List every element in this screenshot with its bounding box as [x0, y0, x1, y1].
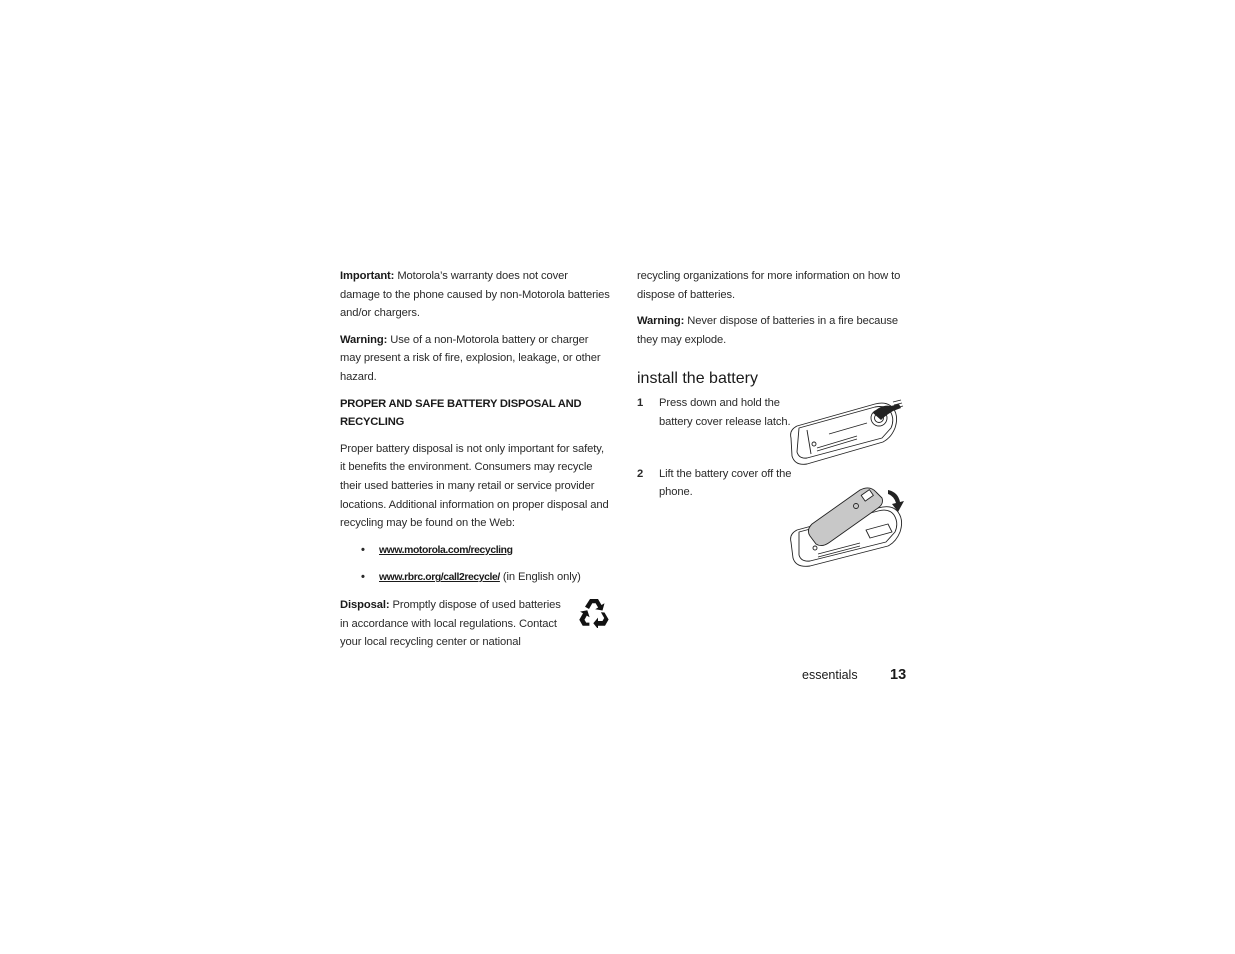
disposal-text: Promptly dispose of used batteries in accordance with local regulations. Contact your local recycling center or national — [340, 598, 561, 649]
disposal-paragraph: Proper battery disposal is not only important for safety, it benefits the environment. Consumers may recycle their used batteries in many retail or service provider locations. Additional information on proper disposal and recycling may be found on the Web: — [340, 442, 609, 530]
continued-text: recycling organizations for more information on how to dispose of batteries. — [637, 270, 901, 301]
rbrc-recycling-link[interactable]: www.rbrc.org/call2recycle/ — [379, 572, 500, 584]
warning-text: Use of a non-Motorola battery or charger may present a risk of fire, explosion, leakage, or other hazard. — [340, 333, 601, 383]
warning-text: Never dispose of batteries in a fire because they may explode. — [637, 315, 899, 346]
disposal-heading: PROPER AND SAFE BATTERY DISPOSAL AND RECYCLING — [340, 397, 582, 429]
step-2 — [637, 465, 799, 502]
section-title: install the battery — [637, 370, 758, 388]
important-label: Important: — [340, 270, 395, 282]
motorola-recycling-link[interactable]: www.motorola.com/recycling — [379, 544, 513, 556]
list-item — [340, 541, 610, 561]
disposal-note — [340, 596, 610, 652]
link-suffix: (in English only) — [499, 571, 581, 584]
step-text: Press down and hold the battery cover release latch. — [659, 397, 791, 428]
recycling-links-list — [340, 541, 610, 588]
fire-warning-note — [637, 312, 909, 349]
phone-press-latch-illustration — [787, 398, 905, 468]
important-note — [340, 267, 610, 323]
bullet: • — [361, 543, 365, 556]
footer-section-name: essentials — [802, 668, 858, 682]
left-column — [340, 267, 610, 652]
step-number: 1 — [637, 397, 644, 410]
bullet: • — [361, 571, 365, 584]
warning-label: Warning: — [637, 315, 685, 328]
important-text: Motorola’s warranty does not cover damage to the phone caused by non-Motorola batteries and/or chargers. — [340, 270, 610, 320]
step-text: Lift the battery cover off the phone. — [659, 467, 792, 499]
warning-note — [340, 331, 610, 387]
recycle-icon — [578, 596, 610, 628]
phone-lift-cover-illustration — [788, 486, 906, 570]
step-1 — [637, 394, 799, 431]
warning-label: Warning: — [340, 333, 388, 346]
list-item — [340, 568, 610, 588]
step-number: 2 — [637, 467, 644, 480]
page-number: 13 — [890, 667, 907, 683]
disposal-label: Disposal: — [340, 598, 390, 611]
